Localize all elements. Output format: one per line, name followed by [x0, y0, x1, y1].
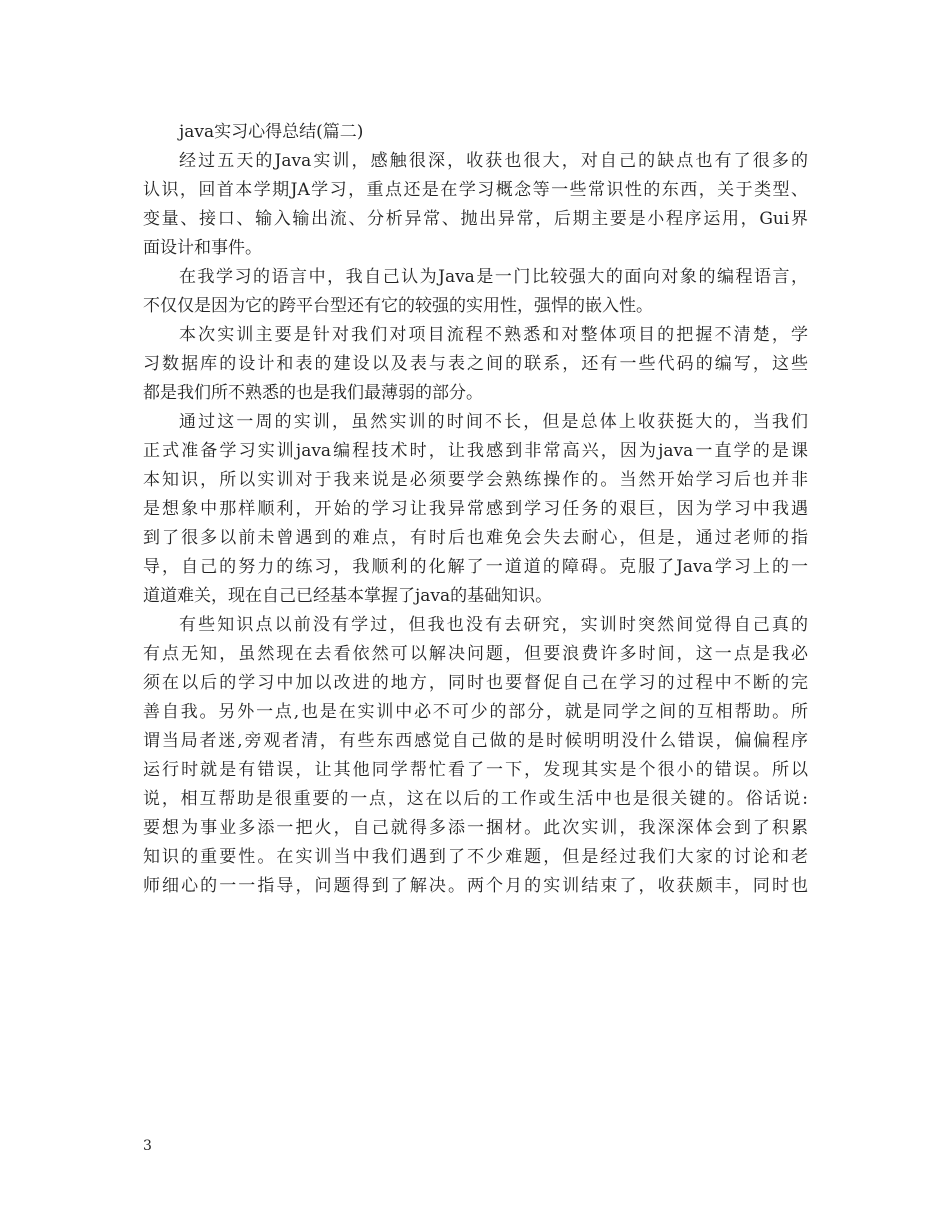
document-body: [143, 118, 808, 901]
text-line: 说，相互帮助是很重要的一点，这在以后的工作或生活中也是很关键的。俗话说:: [143, 789, 808, 809]
text-line: 习数据库的设计和表的建设以及表与表之间的联系，还有一些代码的编写，这些: [143, 354, 808, 374]
text-line: 谓当局者迷,旁观者清，有些东西感觉自己做的是时候明明没什么错误，偏偏程序: [143, 731, 808, 751]
text-line: 到了很多以前未曾遇到的难点，有时后也难免会失去耐心，但是，通过老师的指: [143, 528, 808, 548]
text-line: 在我学习的语言中，我自己认为Java是一门比较强大的面向对象的编程语言，: [179, 267, 808, 287]
text-line: 正式准备学习实训java编程技术时，让我感到非常高兴，因为java一直学的是课: [143, 441, 808, 461]
document-heading: java实习心得总结(篇二): [179, 122, 364, 142]
text-line: 都是我们所不熟悉的也是我们最薄弱的部分。: [143, 383, 483, 403]
text-line: 有些知识点以前没有学过，但我也没有去研究，实训时突然间觉得自己真的: [179, 615, 808, 635]
text-line: 本知识，所以实训对于我来说是必须要学会熟练操作的。当然开始学习后也并非: [143, 470, 808, 490]
text-line: 要想为事业多添一把火，自己就得多添一捆材。此次实训，我深深体会到了积累: [143, 818, 808, 838]
text-line: 须在以后的学习中加以改进的地方，同时也要督促自己在学习的过程中不断的完: [143, 673, 808, 693]
text-line: 经过五天的Java实训，感触很深，收获也很大，对自己的缺点也有了很多的: [179, 151, 808, 171]
text-line: 有点无知，虽然现在去看依然可以解决问题，但要浪费许多时间，这一点是我必: [143, 644, 808, 664]
text-line: 运行时就是有错误，让其他同学帮忙看了一下，发现其实是个很小的错误。所以: [143, 760, 808, 780]
text-line: 通过这一周的实训，虽然实训的时间不长，但是总体上收获挺大的，当我们: [179, 412, 808, 432]
text-line: 善自我。另外一点,也是在实训中必不可少的部分，就是同学之间的互相帮助。所: [143, 702, 808, 722]
text-line: 知识的重要性。在实训当中我们遇到了不少难题，但是经过我们大家的讨论和老: [143, 847, 808, 867]
page-number: 3: [143, 1138, 152, 1154]
text-line: 本次实训主要是针对我们对项目流程不熟悉和对整体项目的把握不清楚，学: [179, 325, 808, 345]
text-line: 导，自己的努力的练习，我顺利的化解了一道道的障碍。克服了Java学习上的一: [143, 557, 808, 577]
paragraph-lines: [143, 147, 808, 901]
text-line: 认识，回首本学期JA学习，重点还是在学习概念等一些常识性的东西，关于类型、: [143, 180, 808, 200]
text-line: 是想象中那样顺利，开始的学习让我异常感到学习任务的艰巨，因为学习中我遇: [143, 499, 808, 519]
text-line: 变量、接口、输入输出流、分析异常、抛出异常，后期主要是小程序运用，Gui界: [143, 209, 808, 229]
text-line: 师细心的一一指导，问题得到了解决。两个月的实训结束了，收获颇丰，同时也: [143, 876, 808, 896]
text-line: 不仅仅是因为它的跨平台型还有它的较强的实用性，强悍的嵌入性。: [143, 296, 653, 316]
text-line: 道道难关，现在自己已经基本掌握了java的基础知识。: [143, 586, 553, 606]
text-line: 面设计和事件。: [143, 238, 262, 258]
